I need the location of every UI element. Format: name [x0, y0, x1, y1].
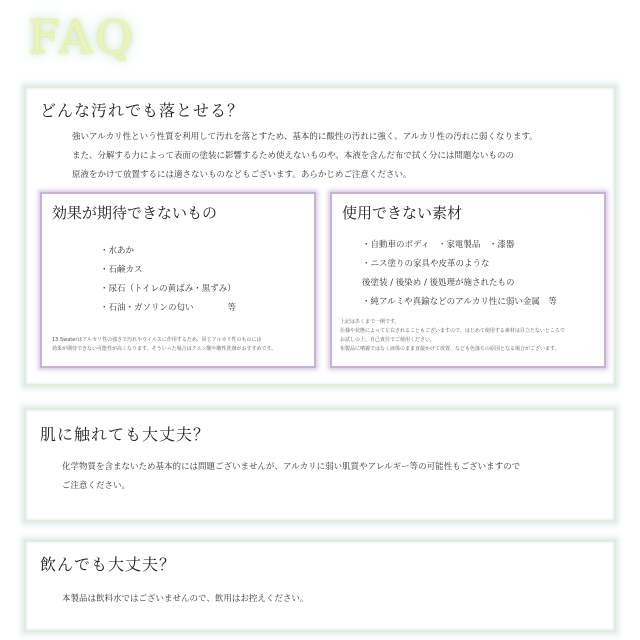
note-line: 上記はあくまで一例です。	[340, 319, 400, 325]
question-heading: 肌に触れても大丈夫？	[40, 425, 211, 444]
unusable-list	[362, 236, 557, 312]
list-item: ・自動車のボディ ・家電製品 ・漆器	[362, 240, 515, 250]
list-item: ・純アルミや真鍮などのアルカリ性に弱い金属 等	[362, 297, 557, 307]
note-line: 効果が期待できない可能性が高くなります。そういった場合はクエン酸や酸性洗剤がおすすめです。	[52, 346, 277, 352]
unusable-note	[340, 318, 565, 354]
answer-text	[62, 458, 520, 496]
question-heading: 飲んでも大丈夫？	[40, 555, 177, 574]
faq-panel-drinking	[24, 540, 616, 632]
faq-panel-skin	[24, 408, 616, 522]
list-item: ・石油・ガソリンの匂い 等	[100, 303, 237, 313]
ineffective-box-title: 効果が期待できないもの	[52, 204, 218, 222]
unusable-materials-box	[330, 192, 606, 368]
note-line: 布製品に噴霧ではなく液体のまま直接かけて放置、なども色落ちの原因となる場合がございます。	[340, 346, 560, 352]
answer-text	[72, 128, 538, 185]
list-item: ・水あか	[100, 246, 135, 256]
faq-panel-stains	[24, 86, 616, 386]
note-line: 13.5waterはアルカリ性の強さで汚れやウイルスに作用するため、同じアルカリ性のものには	[52, 337, 262, 343]
ineffective-box	[40, 192, 316, 368]
ineffective-note	[52, 336, 276, 354]
unusable-box-title: 使用できない素材	[342, 204, 463, 222]
question-heading: どんな汚れでも落とせる？	[40, 101, 245, 120]
answer-line: また、分解する力によって表面の塗装に影響するため使えないものや、本液を含んだ布で拭く分には問題ないものの	[72, 151, 514, 161]
answer-line: 化学物質を含まないため基本的には問題ございませんが、アルカリに弱い肌質やアレルギー等の可能性もございますので	[62, 462, 521, 472]
list-item: ・ニス塗りの家具や皮革のような	[362, 259, 490, 269]
ineffective-list	[100, 242, 236, 318]
list-item: ・尿石（トイレの黄ばみ・黒ずみ）	[100, 284, 236, 294]
note-line: 仕様や状態によって左右されることもございますので、はじめて使用する素材は目立たないところで	[340, 328, 565, 334]
answer-line: ご注意ください。	[62, 481, 131, 491]
list-item: 後塗装 / 後染め / 後処理が施されたもの	[362, 278, 515, 288]
faq-title: FAQ	[28, 10, 136, 64]
answer-line: 本製品は飲料水ではございませんので、飲用はお控えください。	[62, 594, 309, 604]
answer-line: 原液をかけて放置するには適さないものなどもございます。あらかじめご注意ください。	[72, 170, 412, 180]
answer-line: 強いアルカリ性という性質を利用して汚れを落とすため、基本的に酸性の汚れに強く、アルカリ性の汚れに弱くなります。	[72, 132, 538, 142]
list-item: ・石鹸カス	[100, 265, 143, 275]
answer-text	[62, 590, 308, 609]
note-line: お試しの上、自己責任でご使用ください。	[340, 337, 436, 343]
